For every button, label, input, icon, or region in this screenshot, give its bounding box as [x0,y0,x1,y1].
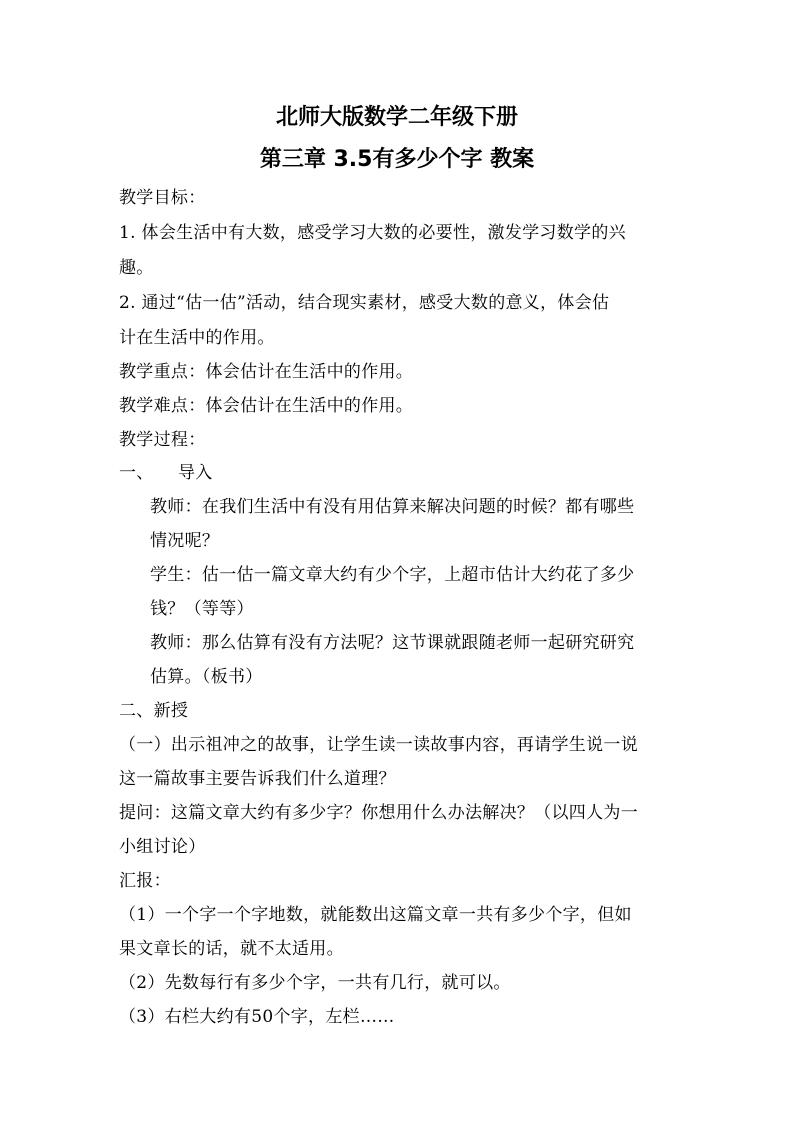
difficult-point: 教学难点：体会估计在生活中的作用。 [119,396,414,416]
dialogue-teacher-1-line-2: 情况呢？ [150,531,220,551]
step-1-title: 导入 [178,463,213,483]
section-heading-process: 教学过程： [119,430,206,450]
question-line-1: 提问：这篇文章大约有多少字？你想用什么办法解决？（以四人为一 [119,803,638,823]
step-2-heading: 二、新授 [119,701,189,721]
task-1-line-2: 这一篇故事主要告诉我们什么道理？ [119,769,396,789]
document-subtitle: 第三章 3.5有多少个字 教案 [259,147,535,172]
section-heading-objectives: 教学目标： [119,188,206,208]
dialogue-teacher-1-line-1: 教师：在我们生活中有没有用估算来解决问题的时候？都有哪些 [150,497,635,517]
dialogue-teacher-2-line-2: 估算。（板书） [150,667,263,687]
objective-1-line-2: 趣。 [119,258,154,278]
task-1-line-1: （一）出示祖冲之的故事，让学生读一读故事内容，再请学生说一说 [119,735,638,755]
objective-1-line-1: 1. 体会生活中有大数，感受学习大数的必要性，激发学习数学的兴 [119,223,626,243]
report-item-2: （2）先数每行有多少个字，一共有几行，就可以。 [119,973,511,993]
dialogue-student-line-2: 钱？（等等） [150,599,254,619]
key-point: 教学重点：体会估计在生活中的作用。 [119,362,414,382]
question-line-2: 小组讨论） [119,837,206,857]
objective-2-line-2: 计在生活中的作用。 [119,328,275,348]
report-heading: 汇报： [119,871,171,891]
report-item-1-line-2: 果文章长的话，就不太适用。 [119,939,344,959]
report-item-1-line-1: （1）一个字一个字地数，就能数出这篇文章一共有多少个字，但如 [119,905,632,925]
dialogue-teacher-2-line-1: 教师：那么估算有没有方法呢？这节课就跟随老师一起研究研究 [150,633,635,653]
step-1-number: 一、 [119,463,154,483]
objective-2-line-1: 2. 通过“估一估”活动，结合现实素材，感受大数的意义，体会估 [119,293,610,313]
document-title: 北师大版数学二年级下册 [275,105,518,130]
report-item-3: （3）右栏大约有50个字，左栏…… [119,1007,395,1027]
dialogue-student-line-1: 学生：估一估一篇文章大约有少个字，上超市估计大约花了多少 [150,565,635,585]
